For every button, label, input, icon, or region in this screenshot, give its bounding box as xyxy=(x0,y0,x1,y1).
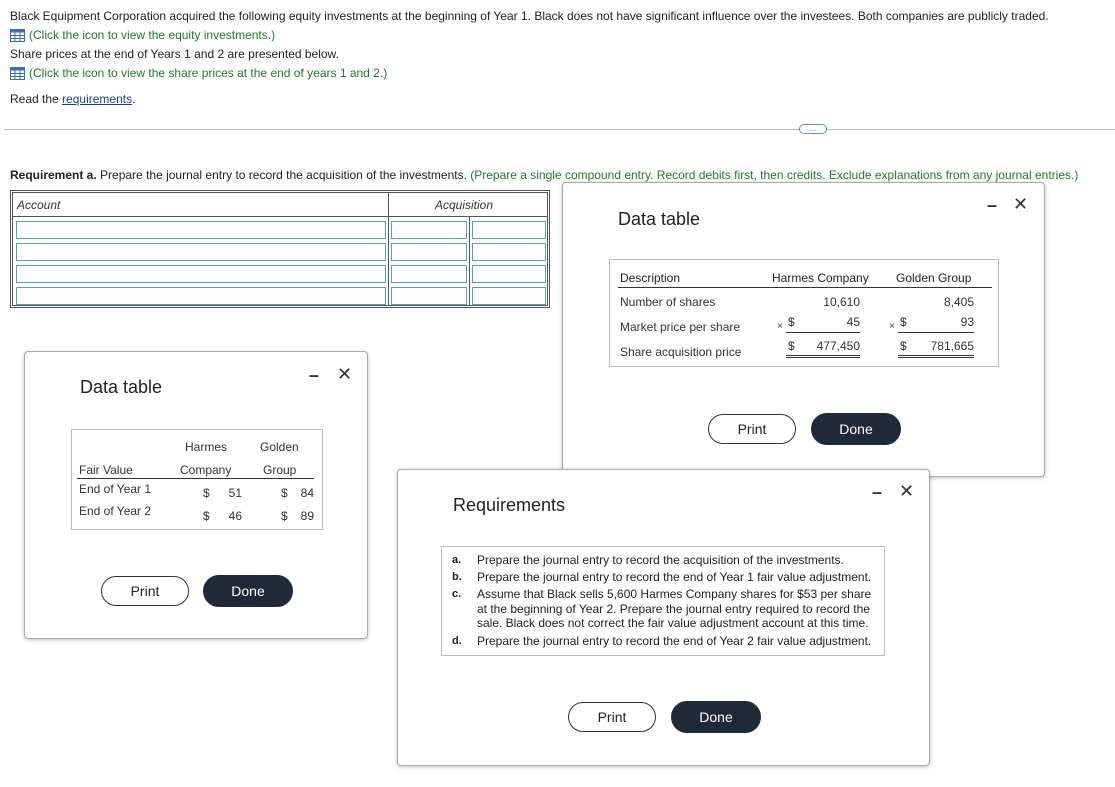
harmes-value: 10,610 xyxy=(823,295,860,309)
close-icon[interactable]: ✕ xyxy=(1013,194,1029,214)
done-button[interactable]: Done xyxy=(671,701,761,733)
debit-input[interactable] xyxy=(391,243,467,261)
table-icon[interactable] xyxy=(10,29,25,42)
golden-value: 8,405 xyxy=(943,295,974,309)
description-header: Description xyxy=(620,271,681,285)
minimize-icon[interactable]: – xyxy=(987,195,998,215)
credit-input[interactable] xyxy=(472,265,546,283)
harmes-header-line2: Company xyxy=(180,463,232,477)
acquisition-table xyxy=(609,259,999,367)
requirement-a-label: Requirement a. xyxy=(10,168,97,182)
dollar-sign: $ xyxy=(203,509,210,523)
intro-text: Black Equipment Corporation acquired the following equity investments at the beginning of Year 1. Black does not have significant influence over the investees. Both companies are publicly traded. xyxy=(10,9,1049,23)
dollar-sign: $ xyxy=(281,509,288,523)
credit-input[interactable] xyxy=(472,221,546,239)
more-button[interactable]: ... xyxy=(799,124,827,134)
golden-header-line1: Golden xyxy=(260,440,299,454)
account-input[interactable] xyxy=(16,265,386,283)
data-table-modal-acquisition xyxy=(562,182,1045,477)
requirement-a-instruction xyxy=(10,168,1078,182)
table-icon[interactable] xyxy=(10,67,25,80)
golden-value: 781,665 xyxy=(930,339,974,353)
print-button[interactable]: Print xyxy=(708,414,796,444)
harmes-value: 51 xyxy=(228,486,242,500)
read-prefix: Read the xyxy=(10,92,63,106)
dollar-sign: $ xyxy=(900,315,907,329)
share-prices-link[interactable] xyxy=(10,64,387,83)
harmes-header-line1: Harmes xyxy=(185,440,228,454)
row-label: End of Year 1 xyxy=(79,482,152,496)
row-label: Number of shares xyxy=(620,295,716,309)
account-input[interactable] xyxy=(16,287,386,305)
read-suffix: . xyxy=(132,92,136,106)
acquisition-column-header: Acquisition xyxy=(435,198,494,212)
close-icon[interactable]: ✕ xyxy=(899,481,915,501)
golden-value: 84 xyxy=(300,486,314,500)
intro xyxy=(10,7,1049,109)
print-button[interactable]: Print xyxy=(101,576,189,606)
account-input[interactable] xyxy=(16,221,386,239)
divider xyxy=(4,129,1115,130)
multiply-icon: × xyxy=(777,321,783,332)
modal-title: Data table xyxy=(80,377,163,397)
requirements-modal xyxy=(397,469,930,766)
row-label: Share acquisition price xyxy=(620,345,742,359)
golden-value: 93 xyxy=(960,315,974,329)
share-prices-link-text[interactable]: (Click the icon to view the share prices at the end of years 1 and 2.) xyxy=(29,66,388,80)
dollar-sign: $ xyxy=(281,486,288,500)
row-label: End of Year 2 xyxy=(79,504,152,518)
modal-title: Data table xyxy=(618,209,701,229)
golden-value: 89 xyxy=(300,509,314,523)
credit-input[interactable] xyxy=(472,243,546,261)
multiply-icon: × xyxy=(889,321,895,332)
minimize-icon[interactable]: – xyxy=(872,482,883,502)
harmes-value: 477,450 xyxy=(816,339,860,353)
harmes-header: Harmes Company xyxy=(772,271,869,285)
harmes-value: 46 xyxy=(228,509,242,523)
modal-title: Requirements xyxy=(453,495,566,515)
debit-input[interactable] xyxy=(391,287,467,305)
print-button[interactable]: Print xyxy=(568,702,656,732)
done-button[interactable]: Done xyxy=(811,413,901,445)
fair-value-table xyxy=(71,429,323,530)
journal-entry-table xyxy=(10,190,550,308)
equity-investments-link-text[interactable]: (Click the icon to view the equity investments.) xyxy=(29,28,276,42)
credit-input[interactable] xyxy=(472,287,546,305)
row-label: Market price per share xyxy=(620,320,741,334)
dollar-sign: $ xyxy=(203,486,210,500)
requirements-link[interactable]: requirements xyxy=(62,92,133,106)
done-button[interactable]: Done xyxy=(203,575,293,607)
data-table-modal-fair-value xyxy=(24,351,368,639)
requirement-a-text: Prepare the journal entry to record the acquisition of the investments. xyxy=(96,168,467,182)
minimize-icon[interactable]: – xyxy=(309,365,320,385)
fair-value-header: Fair Value xyxy=(79,463,133,477)
dollar-sign: $ xyxy=(788,339,795,353)
account-column-header: Account xyxy=(17,198,61,212)
equity-investments-link[interactable] xyxy=(10,26,275,45)
close-icon[interactable]: ✕ xyxy=(337,364,353,384)
share-prices-text: Share prices at the end of Years 1 and 2 are presented below. xyxy=(10,47,339,61)
requirement-a-note: (Prepare a single compound entry. Record debits first, then credits. Exclude explanations from any journal entries.) xyxy=(466,168,1079,182)
golden-header-line2: Group xyxy=(263,463,297,477)
account-input[interactable] xyxy=(16,243,386,261)
debit-input[interactable] xyxy=(391,221,467,239)
harmes-value: 45 xyxy=(846,315,860,329)
golden-header: Golden Group xyxy=(896,271,972,285)
requirements-list: a. Prepare the journal entry to record the acquisition of the investments. b. Prepare the journal entry to record the end of Year 1 fair value adjustment. c. Assume that Black sells 5,600 Harmes Company shares for $53 per share at the beginning of Year 2. Prepare the journal entry required to record the sale. Black does not correct the fair value adjustment account at this time. d. Prepare the journal entry to record the end of Year 2 fair value adjustment. xyxy=(441,546,885,656)
dollar-sign: $ xyxy=(788,315,795,329)
debit-input[interactable] xyxy=(391,265,467,283)
dollar-sign: $ xyxy=(900,339,907,353)
